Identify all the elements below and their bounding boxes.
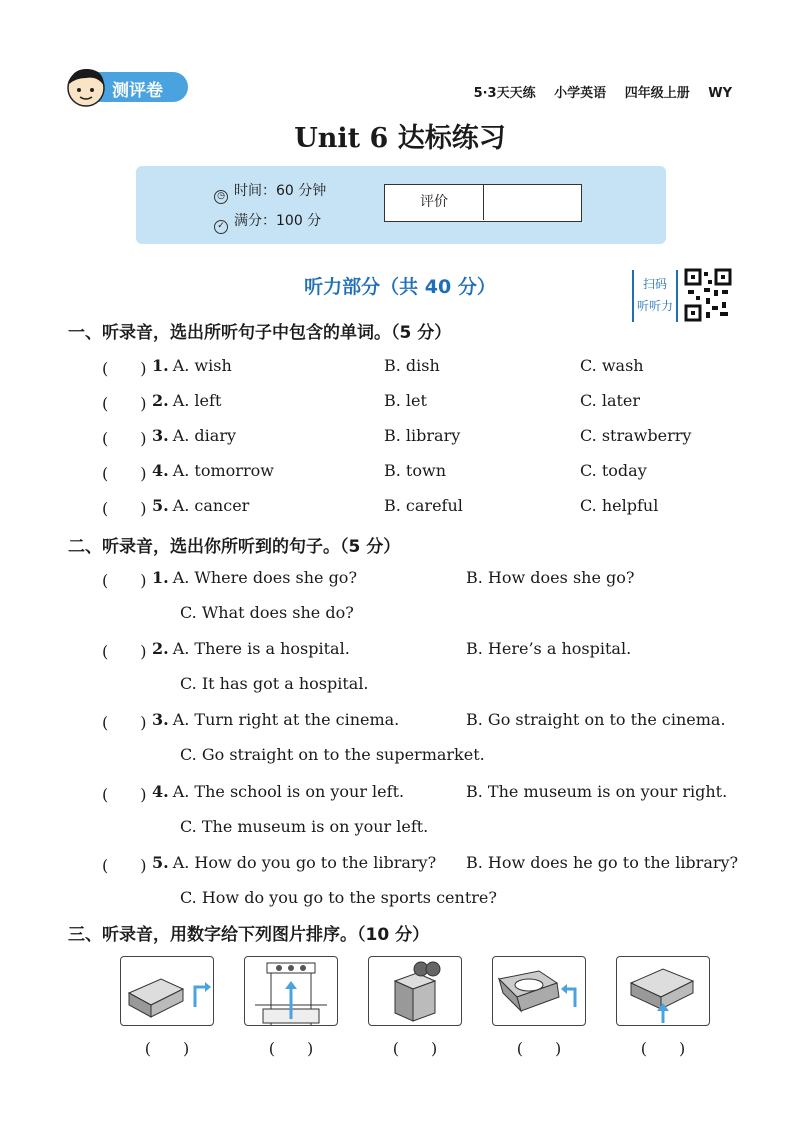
option-c: C. How do you go to the sports centre? — [180, 888, 497, 907]
info-box — [136, 166, 666, 244]
option-b: B. The museum is on your right. — [466, 782, 728, 801]
option-b: B. library — [384, 426, 461, 445]
evaluation-label: 评价 — [385, 185, 484, 220]
answer-blank-1[interactable]: ( ) — [144, 1039, 190, 1058]
option-b: B. How does he go to the library? — [466, 853, 739, 872]
question-option-a — [152, 391, 221, 410]
option-a-text: A. There is a hospital. — [172, 639, 350, 658]
answer-blank[interactable]: ( ) — [102, 359, 147, 378]
option-a-text: A. diary — [172, 426, 237, 445]
question-option-a — [152, 426, 236, 445]
road-straight-icon — [245, 957, 337, 1025]
question-option-a — [152, 568, 357, 587]
qr-caption-line2: 听听力 — [636, 299, 673, 313]
option-c: C. strawberry — [580, 426, 692, 445]
option-a-text: A. Where does she go? — [172, 568, 358, 587]
question-option-a — [152, 356, 232, 375]
option-b: B. careful — [384, 496, 463, 515]
listening-section-title: 听力部分（共 40 分） — [304, 276, 496, 298]
score-line — [214, 210, 321, 234]
question-option-a — [152, 639, 350, 658]
page-title: Unit 6 达标练习 — [294, 123, 506, 154]
question-option-a — [152, 853, 436, 872]
option-a-text: A. cancer — [172, 496, 250, 515]
header-grade: 四年级上册 — [624, 86, 690, 101]
answer-blank-3[interactable]: ( ) — [392, 1039, 438, 1058]
evaluation-box[interactable] — [384, 184, 582, 222]
question-option-a — [152, 782, 404, 801]
option-c: C. today — [580, 461, 647, 480]
option-c: C. The museum is on your left. — [180, 817, 429, 836]
picture-5 — [616, 956, 710, 1026]
question-number: 3. — [152, 426, 169, 445]
option-c: C. wash — [580, 356, 644, 375]
picture-4 — [492, 956, 586, 1026]
answer-blank[interactable]: ( ) — [102, 394, 147, 413]
option-c: C. helpful — [580, 496, 659, 515]
option-c: C. What does she do? — [180, 603, 354, 622]
option-b: B. dish — [384, 356, 440, 375]
answer-blank[interactable]: ( ) — [102, 429, 147, 448]
header-edition: WY — [708, 86, 732, 101]
option-b: B. Here’s a hospital. — [466, 639, 632, 658]
option-a-text: A. The school is on your left. — [172, 782, 405, 801]
picture-1 — [120, 956, 214, 1026]
time-text: 时间：60 分钟 — [234, 183, 327, 199]
question-number: 2. — [152, 391, 169, 410]
question-number: 3. — [152, 710, 169, 729]
picture-row — [0, 956, 800, 1056]
question-number: 5. — [152, 853, 169, 872]
answer-blank[interactable]: ( ) — [102, 642, 147, 661]
option-a-text: A. Turn right at the cinema. — [172, 710, 400, 729]
option-a-text: A. tomorrow — [172, 461, 274, 480]
option-c: C. later — [580, 391, 641, 410]
header-info — [460, 82, 732, 101]
question-option-a — [152, 496, 249, 515]
option-b: B. let — [384, 391, 427, 410]
qr-caption-line1: 扫码 — [642, 277, 667, 291]
question-option-a — [152, 710, 399, 729]
part2-title: 二、听录音，选出你所听到的句子。（5 分） — [68, 537, 401, 557]
question-option-a — [152, 461, 274, 480]
option-c: C. Go straight on to the supermarket. — [180, 745, 485, 764]
score-text: 满分：100 分 — [234, 213, 322, 229]
building-turn-right-icon — [121, 957, 213, 1025]
question-number: 1. — [152, 568, 169, 587]
qr-caption — [632, 270, 678, 322]
option-b: B. Go straight on to the cinema. — [466, 710, 726, 729]
answer-blank[interactable]: ( ) — [102, 785, 147, 804]
question-number: 2. — [152, 639, 169, 658]
answer-blank[interactable]: ( ) — [102, 499, 147, 518]
answer-blank-2[interactable]: ( ) — [268, 1039, 314, 1058]
question-number: 4. — [152, 782, 169, 801]
badge-label: 测评卷 — [112, 81, 163, 101]
part1-title: 一、听录音，选出所听句子中包含的单词。（5 分） — [68, 323, 452, 343]
option-b: B. How does she go? — [466, 568, 635, 587]
picture-3 — [368, 956, 462, 1026]
clock-icon: ◷ — [214, 190, 228, 204]
answer-blank[interactable]: ( ) — [102, 571, 147, 590]
time-line — [214, 180, 326, 204]
option-a-text: A. left — [172, 391, 222, 410]
stadium-turn-left-icon — [493, 957, 585, 1025]
answer-blank-4[interactable]: ( ) — [516, 1039, 562, 1058]
picture-2 — [244, 956, 338, 1026]
question-number: 5. — [152, 496, 169, 515]
qr-code-icon[interactable] — [684, 268, 732, 322]
answer-blank[interactable]: ( ) — [102, 856, 147, 875]
question-number: 4. — [152, 461, 169, 480]
answer-blank-5[interactable]: ( ) — [640, 1039, 686, 1058]
answer-blank[interactable]: ( ) — [102, 713, 147, 732]
building-straight-icon — [617, 957, 709, 1025]
student-mascot-icon — [64, 64, 110, 110]
header-subject: 小学英语 — [554, 86, 607, 101]
header-series: 5·3天天练 — [473, 86, 536, 101]
option-c: C. It has got a hospital. — [180, 674, 369, 693]
check-circle-icon: ✓ — [214, 220, 228, 234]
cinema-building-icon — [369, 957, 461, 1025]
option-a-text: A. wish — [172, 356, 232, 375]
option-a-text: A. How do you go to the library? — [172, 853, 437, 872]
question-number: 1. — [152, 356, 169, 375]
header-badge — [64, 64, 190, 106]
part3-title: 三、听录音，用数字给下列图片排序。（10 分） — [68, 925, 430, 945]
answer-blank[interactable]: ( ) — [102, 464, 147, 483]
option-b: B. town — [384, 461, 446, 480]
